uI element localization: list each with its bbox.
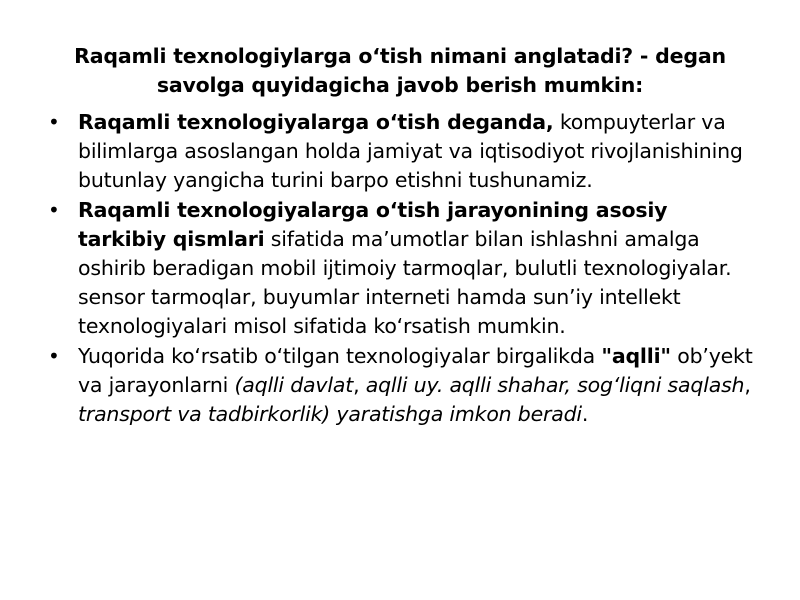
bullet-2-bold: Raqamli texnologiyalarga o‘tish jarayonining asosiy tarkibiy qismlari bbox=[78, 198, 668, 251]
bullet-dot-icon: • bbox=[48, 110, 60, 134]
bullet-3-text-4: , bbox=[744, 373, 751, 397]
bullet-item-3 bbox=[0, 342, 758, 429]
slide-title bbox=[40, 42, 760, 100]
bullet-3-text-1: Yuqorida ko‘rsatib o‘tilgan texnologiyalar birgalikda bbox=[78, 344, 602, 368]
bullet-dot-icon: • bbox=[48, 344, 60, 368]
bullet-item-2 bbox=[0, 196, 758, 341]
bullet-list bbox=[0, 108, 800, 430]
bullet-3-italic-2: aqlli uy. aqlli shahar, sog‘liqni saqlash bbox=[365, 373, 745, 397]
bullet-item-1 bbox=[0, 108, 758, 195]
title-line-1: Raqamli texnologiylarga o‘tish nimani anglatadi? - degan bbox=[74, 44, 726, 68]
bullet-3-text-5: . bbox=[581, 402, 589, 426]
bullet-3-italic-3: transport va tadbirkorlik) yaratishga imkon beradi bbox=[78, 402, 582, 426]
title-line-2: savolga quyidagicha javob berish mumkin: bbox=[156, 73, 644, 97]
bullet-2-text: sifatida ma’umotlar bilan ishlashni amalga oshirib beradigan mobil ijtimoiy tarmoqlar, bulutli texnologiyalar. sensor tarmoqlar, buyumlar interneti hamda sun’iy intellekt texnologiyalari misol sifatida ko‘rsatish mumkin. bbox=[78, 227, 732, 338]
bullet-3-bold: "aqlli" bbox=[601, 344, 671, 368]
bullet-3-italic-1: (aqlli davlat bbox=[234, 373, 354, 397]
bullet-1-text: kompuyterlar va bilimlarga asoslangan holda jamiyat va iqtisodiyot rivojlanishining butunlay yangicha turini barpo etishni tushunamiz. bbox=[78, 110, 743, 192]
bullet-1-bold: Raqamli texnologiyalarga o‘tish deganda, bbox=[78, 110, 554, 134]
bullet-3-text-3: , bbox=[353, 373, 366, 397]
bullet-3-text-2: ob’yekt va jarayonlarni bbox=[78, 344, 753, 397]
bullet-dot-icon: • bbox=[48, 198, 60, 222]
